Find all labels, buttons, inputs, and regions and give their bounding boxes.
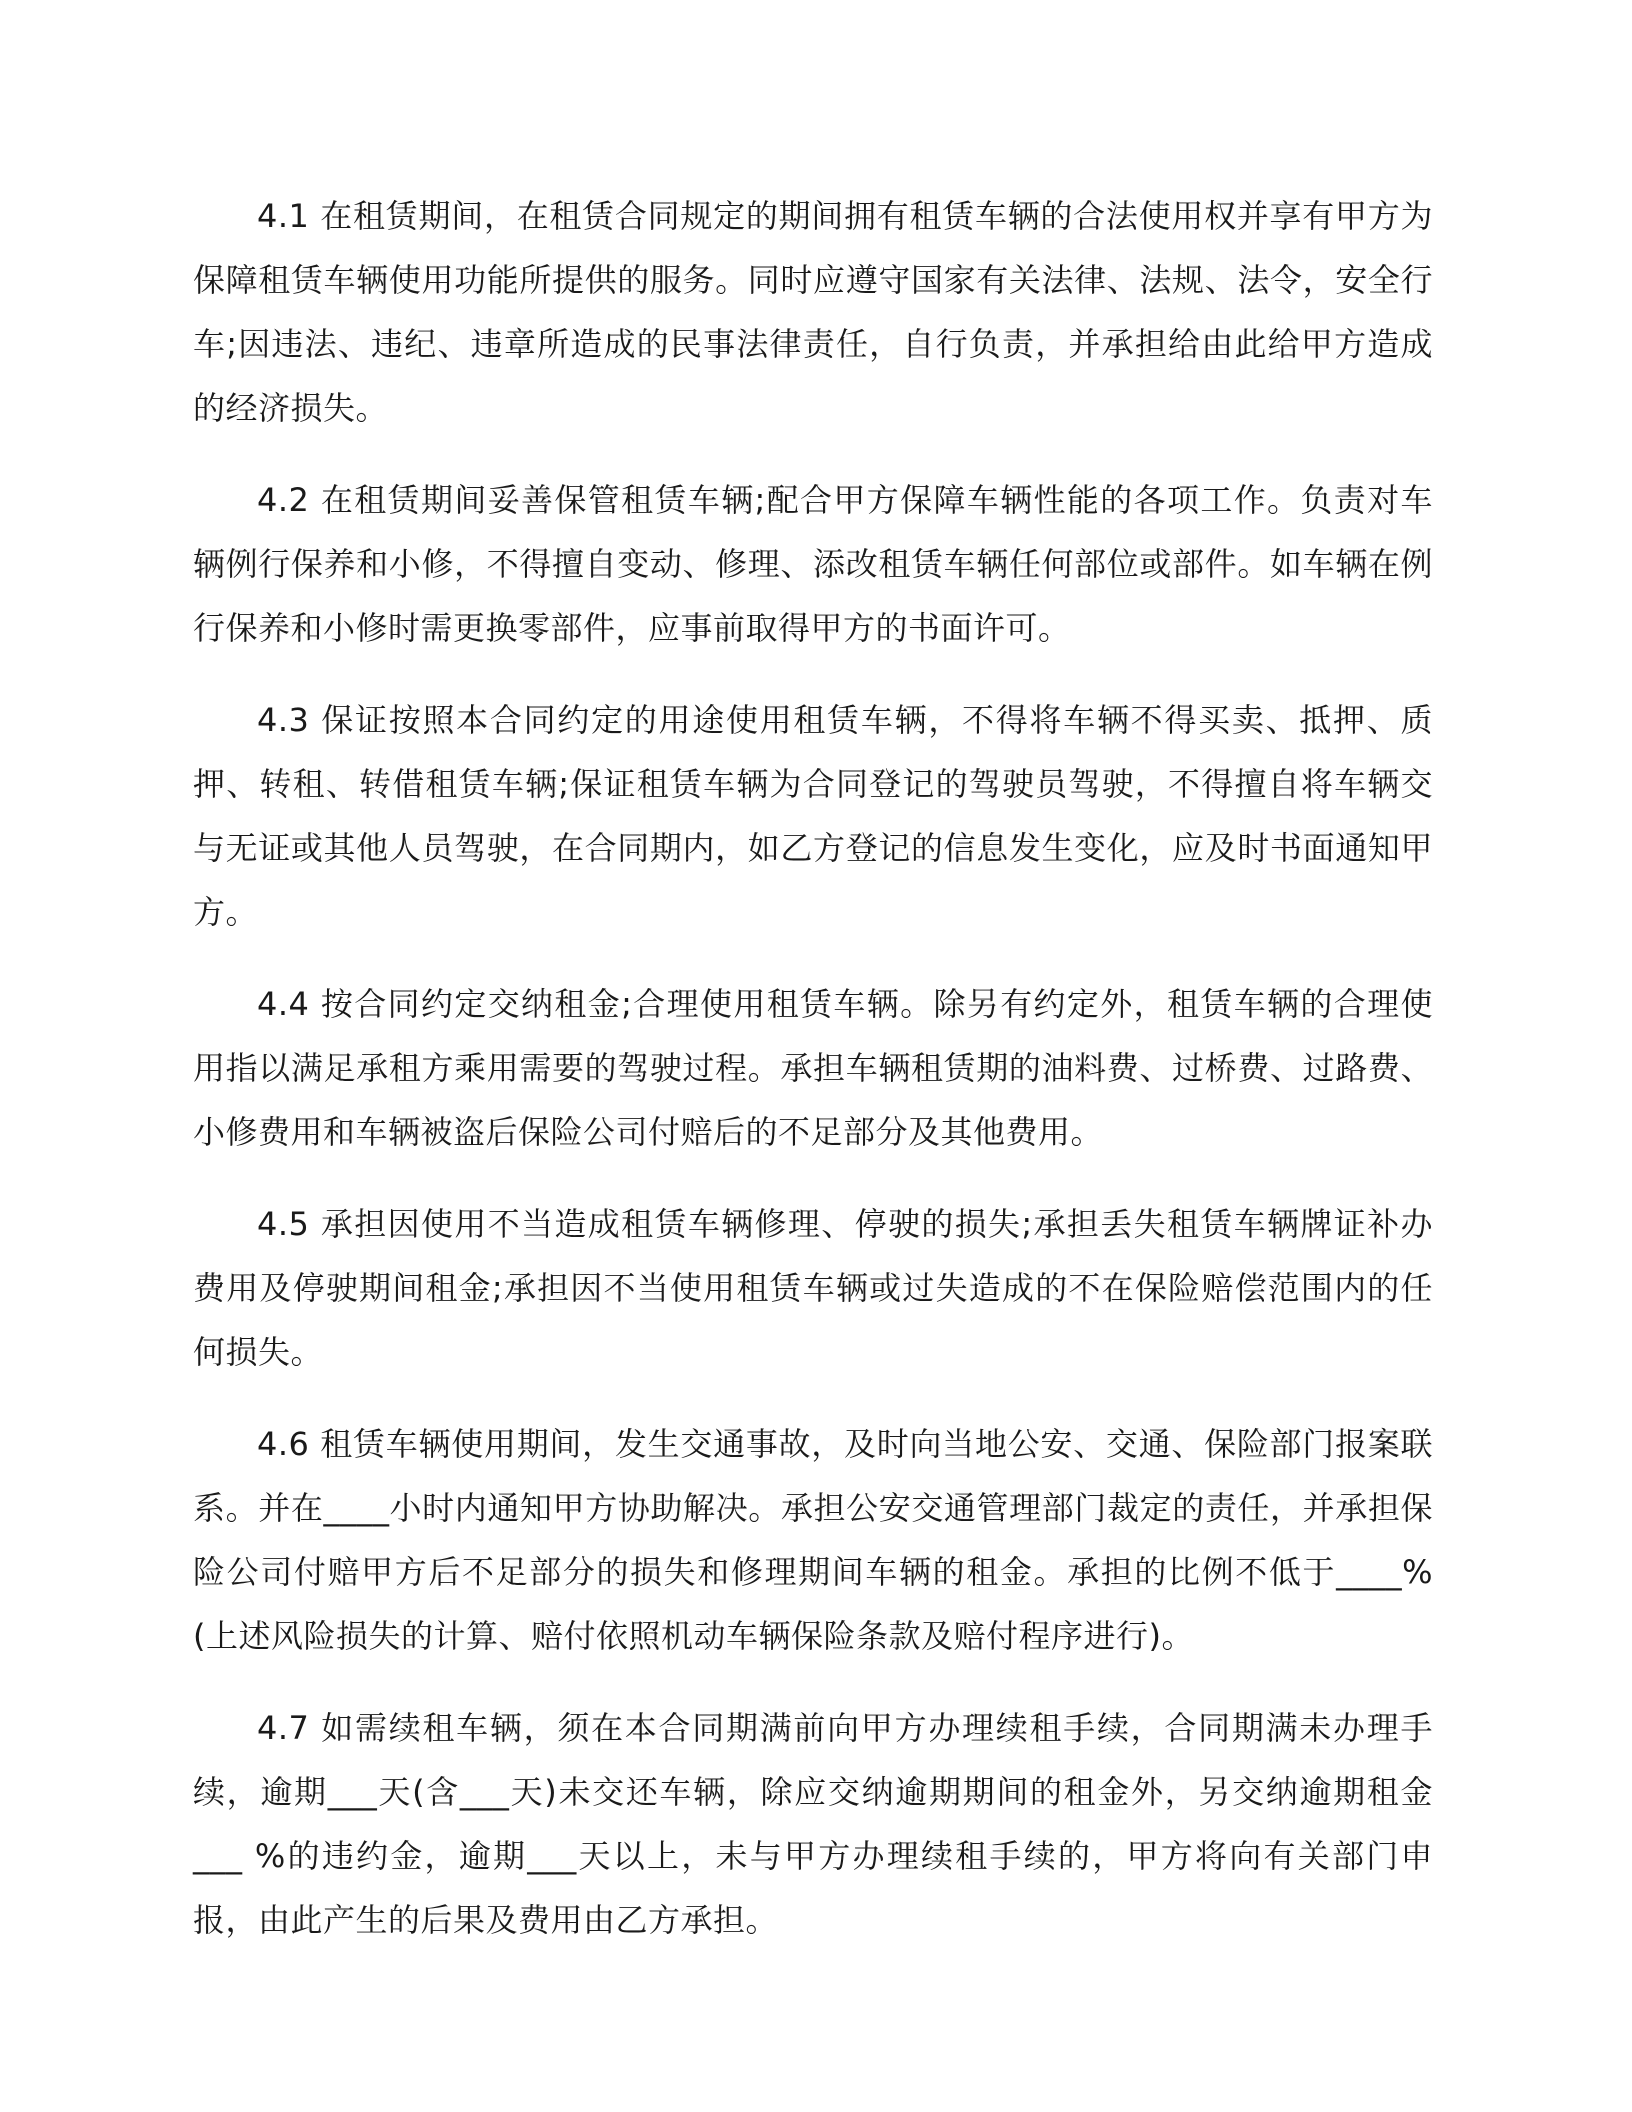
clause-4-7: 4.7 如需续租车辆，须在本合同期满前向甲方办理续租手续，合同期满未办理手续，逾期___天(含___天)未交还车辆，除应交纳逾期期间的租金外，另交纳逾期租金___ %的违约金，逾期___天以上，未与甲方办理续租手续的，甲方将向有关部门申报，由此产生的后果及费用由乙方承担。 [193,1709,1433,1939]
clause-4-1: 4.1 在租赁期间，在租赁合同规定的期间拥有租赁车辆的合法使用权并享有甲方为保障租赁车辆使用功能所提供的服务。同时应遵守国家有关法律、法规、法令，安全行车;因违法、违纪、违章所造成的民事法律责任，自行负责，并承担给由此给甲方造成的经济损失。 [193,197,1433,427]
clause-4-6: 4.6 租赁车辆使用期间，发生交通事故，及时向当地公安、交通、保险部门报案联系。并在____小时内通知甲方协助解决。承担公安交通管理部门裁定的责任，并承担保险公司付赔甲方后不足部分的损失和修理期间车辆的租金。承担的比例不低于____%(上述风险损失的计算、赔付依照机动车辆保险条款及赔付程序进行)。 [193,1425,1433,1655]
document-body [193,184,1433,1980]
clause-4-4: 4.4 按合同约定交纳租金;合理使用租赁车辆。除另有约定外，租赁车辆的合理使用指以满足承租方乘用需要的驾驶过程。承担车辆租赁期的油料费、过桥费、过路费、小修费用和车辆被盗后保险公司付赔后的不足部分及其他费用。 [193,985,1433,1151]
clause-4-5: 4.5 承担因使用不当造成租赁车辆修理、停驶的损失;承担丢失租赁车辆牌证补办费用及停驶期间租金;承担因不当使用租赁车辆或过失造成的不在保险赔偿范围内的任何损失。 [193,1205,1433,1371]
clause-4-2: 4.2 在租赁期间妥善保管租赁车辆;配合甲方保障车辆性能的各项工作。负责对车辆例行保养和小修，不得擅自变动、修理、添改租赁车辆任何部位或部件。如车辆在例行保养和小修时需更换零部件，应事前取得甲方的书面许可。 [193,481,1433,647]
clause-4-3: 4.3 保证按照本合同约定的用途使用租赁车辆，不得将车辆不得买卖、抵押、质押、转租、转借租赁车辆;保证租赁车辆为合同登记的驾驶员驾驶，不得擅自将车辆交与无证或其他人员驾驶，在合同期内，如乙方登记的信息发生变化，应及时书面通知甲方。 [193,701,1433,931]
